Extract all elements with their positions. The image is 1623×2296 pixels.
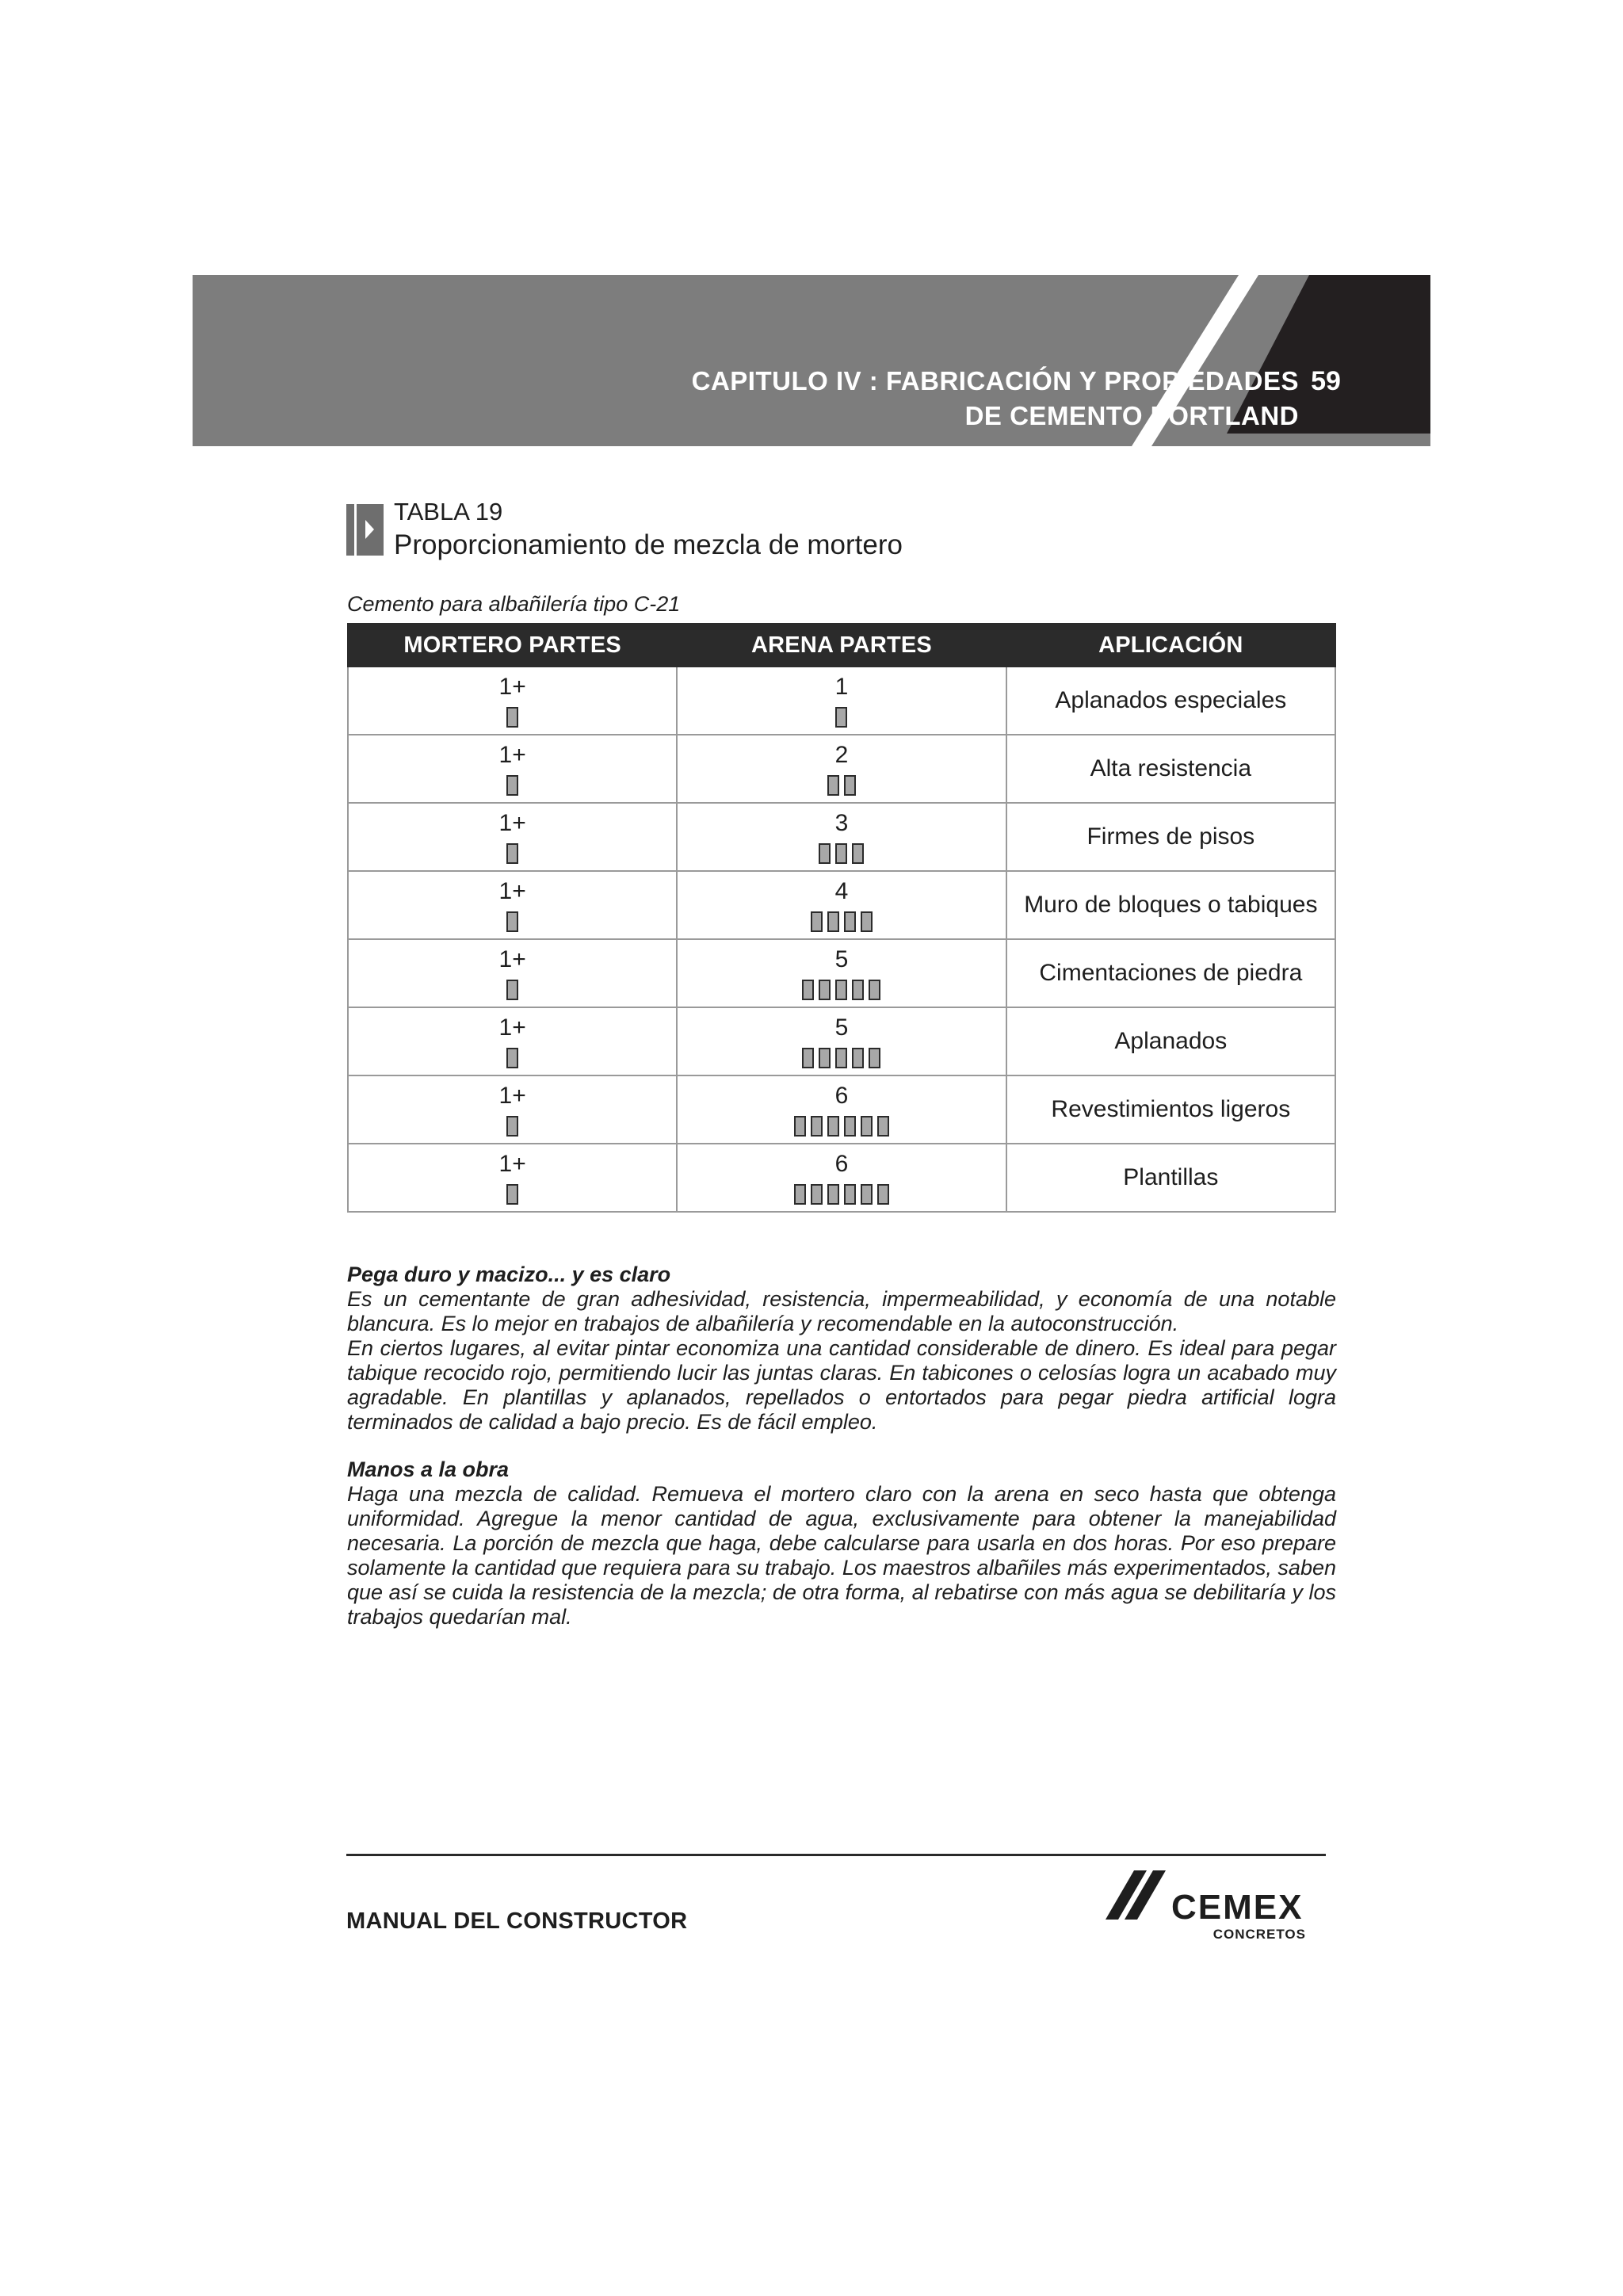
mortero-parts-icons — [349, 1184, 676, 1205]
arena-value: 6 — [834, 1151, 849, 1177]
arena-parts-icons — [678, 980, 1005, 1000]
mortero-parts-icons — [349, 911, 676, 932]
part-block-icon — [506, 1048, 518, 1068]
chapter-header — [193, 275, 1430, 446]
part-block-icon — [811, 911, 823, 932]
table-row — [348, 939, 1335, 1007]
part-block-icon — [835, 707, 847, 728]
arena-value: 5 — [834, 946, 849, 972]
mortero-value: 1+ — [498, 810, 526, 836]
arena-parts-icons — [678, 707, 1005, 728]
part-block-icon — [506, 843, 518, 864]
part-block-icon — [802, 1048, 814, 1068]
part-block-icon — [835, 1048, 847, 1068]
part-block-icon — [877, 1116, 889, 1137]
mortero-value: 1+ — [498, 946, 526, 972]
table-row — [348, 1144, 1335, 1212]
footer-title: MANUAL DEL CONSTRUCTOR — [346, 1908, 688, 1934]
part-block-icon — [852, 843, 864, 864]
arena-cell — [677, 1144, 1006, 1212]
arena-value: 5 — [834, 1014, 849, 1041]
mortero-value: 1+ — [498, 742, 526, 768]
arena-cell — [677, 939, 1006, 1007]
aplicacion-cell: Firmes de pisos — [1006, 803, 1335, 871]
table-row — [348, 1007, 1335, 1075]
table-row — [348, 1075, 1335, 1144]
paragraph-pega-1: Es un cementante de gran adhesividad, resistencia, impermeabilidad, y economía de una notable blancura. Es lo mejor en trabajos de albañilería y recomendable en la autoconstrucción. — [347, 1287, 1336, 1335]
part-block-icon — [794, 1184, 806, 1205]
part-block-icon — [877, 1184, 889, 1205]
part-block-icon — [827, 1184, 839, 1205]
arena-cell — [677, 1007, 1006, 1075]
table-row — [348, 667, 1335, 735]
part-block-icon — [844, 775, 856, 796]
chapter-title-line1: CAPITULO IV : FABRICACIÓN Y PROPIEDADES — [691, 366, 1299, 395]
aplicacion-cell: Muro de bloques o tabiques — [1006, 871, 1335, 939]
part-block-icon — [827, 775, 839, 796]
table-marker-icon — [346, 504, 384, 556]
arena-value: 6 — [834, 1083, 849, 1109]
aplicacion-cell: Revestimientos ligeros — [1006, 1075, 1335, 1144]
part-block-icon — [794, 1116, 806, 1137]
arena-parts-icons — [678, 911, 1005, 932]
mortero-cell — [348, 667, 677, 735]
arena-cell — [677, 667, 1006, 735]
mortero-cell — [348, 939, 677, 1007]
arena-cell — [677, 735, 1006, 803]
arena-parts-icons — [678, 1184, 1005, 1205]
aplicacion-cell: Plantillas — [1006, 1144, 1335, 1212]
aplicacion-cell: Aplanados — [1006, 1007, 1335, 1075]
arena-value: 1 — [834, 674, 849, 700]
arena-parts-icons — [678, 1048, 1005, 1068]
mortero-value: 1+ — [498, 674, 526, 700]
logo-wordmark: CEMEX — [1171, 1888, 1304, 1927]
part-block-icon — [835, 980, 847, 1000]
table-row — [348, 803, 1335, 871]
table-label: TABLA 19 — [394, 498, 503, 525]
logo-subtitle: CONCRETOS — [1212, 1927, 1306, 1942]
part-block-icon — [861, 1184, 873, 1205]
aplicacion-cell: Aplanados especiales — [1006, 667, 1335, 735]
part-block-icon — [827, 911, 839, 932]
part-block-icon — [869, 980, 880, 1000]
part-block-icon — [861, 1116, 873, 1137]
section-title-manos: Manos a la obra — [347, 1457, 510, 1481]
mortero-cell — [348, 803, 677, 871]
part-block-icon — [819, 980, 831, 1000]
mortero-value: 1+ — [498, 1014, 526, 1041]
table-caption: Cemento para albañilería tipo C-21 — [347, 592, 681, 616]
part-block-icon — [844, 1116, 856, 1137]
mortero-cell — [348, 1007, 677, 1075]
mortero-cell — [348, 735, 677, 803]
arena-value: 2 — [834, 742, 849, 768]
paragraph-manos-1: Haga una mezcla de calidad. Remueva el mortero claro con la arena en seco hasta que obtenga uniformidad. Agregue la menor cantidad de agua, exclusivamente para obtener la manejabilidad necesaria. La porción de mezcla que haga, debe calcularse para usarla en dos horas. Por eso prepare solamente la cantidad que requiera para su trabajo. Los maestros albañiles más experimentados, saben que así se cuida la resistencia de la mezcla; de otra forma, al rebatirse con más agua se debilitaría y los trabajos quedarían mal. — [347, 1482, 1336, 1629]
mortero-parts-icons — [349, 1116, 676, 1137]
mortero-parts-icons — [349, 1048, 676, 1068]
mortero-parts-icons — [349, 843, 676, 864]
part-block-icon — [844, 911, 856, 932]
part-block-icon — [506, 1184, 518, 1205]
mortero-cell — [348, 1075, 677, 1144]
aplicacion-cell: Alta resistencia — [1006, 735, 1335, 803]
arena-cell — [677, 1075, 1006, 1144]
table-body — [348, 667, 1335, 1212]
table-row — [348, 735, 1335, 803]
table-header-row — [348, 624, 1335, 667]
arena-value: 3 — [834, 810, 849, 836]
arena-parts-icons — [678, 775, 1005, 796]
page-number: 59 — [1311, 366, 1341, 396]
part-block-icon — [506, 1116, 518, 1137]
part-block-icon — [819, 843, 831, 864]
part-block-icon — [506, 707, 518, 728]
mortero-value: 1+ — [498, 878, 526, 904]
part-block-icon — [802, 980, 814, 1000]
part-block-icon — [852, 1048, 864, 1068]
arena-parts-icons — [678, 1116, 1005, 1137]
part-block-icon — [827, 1116, 839, 1137]
chapter-title-line2: DE CEMENTO PORTLAND — [964, 401, 1299, 430]
part-block-icon — [819, 1048, 831, 1068]
part-block-icon — [811, 1184, 823, 1205]
section-title-pega: Pega duro y macizo... y es claro — [347, 1263, 671, 1286]
part-block-icon — [844, 1184, 856, 1205]
part-block-icon — [811, 1116, 823, 1137]
part-block-icon — [506, 775, 518, 796]
aplicacion-cell: Cimentaciones de piedra — [1006, 939, 1335, 1007]
mortero-parts-icons — [349, 707, 676, 728]
arena-value: 4 — [834, 878, 849, 904]
chapter-title — [430, 364, 1299, 434]
mortero-cell — [348, 1144, 677, 1212]
column-header-arena: ARENA PARTES — [677, 624, 1006, 667]
column-header-mortero: MORTERO PARTES — [348, 624, 677, 667]
part-block-icon — [506, 980, 518, 1000]
part-block-icon — [506, 911, 518, 932]
part-block-icon — [861, 911, 873, 932]
mortero-value: 1+ — [498, 1151, 526, 1177]
part-block-icon — [869, 1048, 880, 1068]
part-block-icon — [835, 843, 847, 864]
paragraph-pega-2: En ciertos lugares, al evitar pintar economiza una cantidad considerable de dinero. Es ideal para pegar tabique recocido rojo, permitiendo lucir las juntas claras. En tabicones o celosías logra un acabado muy agradable. En plantillas y aplanados, repellados o entortados para pegar piedra artificial logra terminados de calidad a bajo precio. Es de fácil empleo. — [347, 1336, 1336, 1434]
part-block-icon — [852, 980, 864, 1000]
mortar-mix-table — [347, 623, 1336, 1213]
table-title: Proporcionamiento de mezcla de mortero — [394, 529, 903, 560]
mortero-parts-icons — [349, 980, 676, 1000]
column-header-aplicacion: APLICACIÓN — [1006, 624, 1335, 667]
mortero-cell — [348, 871, 677, 939]
footer-divider — [346, 1854, 1326, 1856]
arena-cell — [677, 803, 1006, 871]
table-row — [348, 871, 1335, 939]
arena-cell — [677, 871, 1006, 939]
arena-parts-icons — [678, 843, 1005, 864]
mortero-parts-icons — [349, 775, 676, 796]
mortero-value: 1+ — [498, 1083, 526, 1109]
